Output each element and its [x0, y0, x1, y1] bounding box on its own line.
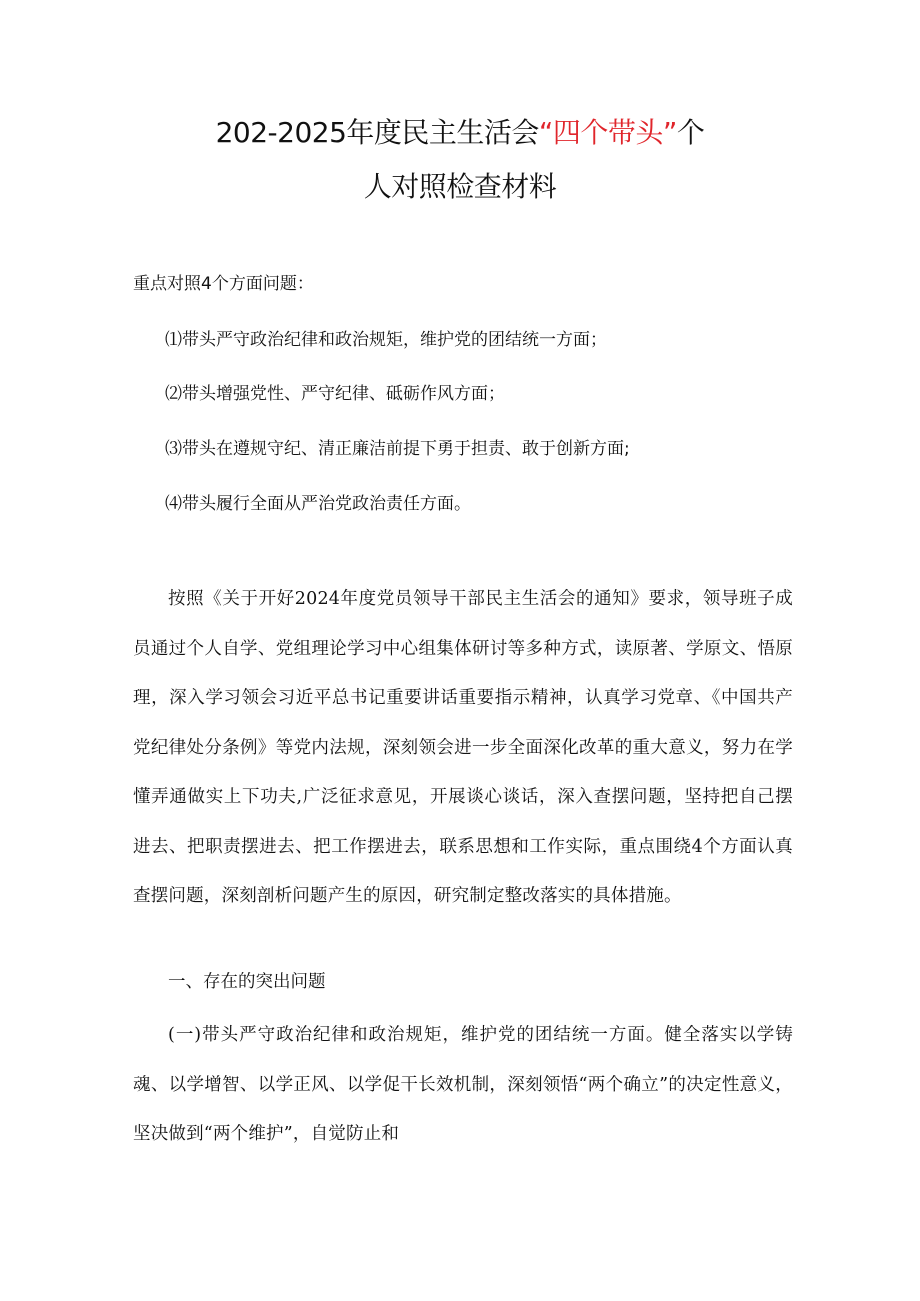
focus-item: ⑵带头增强党性、严守纪律、砥砺作风方面； [165, 384, 505, 404]
intro-paragraph: 按照《关于开好2024年度党员领导干部民主生活会的通知》要求，领导班子成员通过个人自学、党组理论学习中心组集体研讨等多种方式，读原著、学原文、悟原理，深入学习领会习近平总书记重要讲话重要指示精神，认真学习党章、《中国共产党纪律处分条例》等党内法规，深刻领会进一步全面深化改革的重大意义，努力在学懂弄通做实上下功夫,广泛征求意见，开展谈心谈话，深入查摆问题，坚持把自己摆进去、把职责摆进去、把工作摆进去，联系思想和工作实际，重点围绕4个方面认真查摆问题，深刻剖析问题产生的原因，研究制定整改落实的具体措施。 [133, 589, 793, 906]
document-title-line2: 人对照检查材料 [363, 170, 557, 203]
section-heading: 一、存在的突出问题 [168, 972, 326, 992]
title-prefix: 202-2025年度民主生活会 [215, 116, 539, 149]
subsection-paragraph: (一)带头严守政治纪律和政治规矩，维护党的团结统一方面。健全落实以学铸魂、以学增智、以学正风、以学促干长效机制，深刻领悟“两个确立”的决定性意义，坚决做到“两个维护”，自觉防止和 [133, 1025, 793, 1144]
title-highlight: “四个带头” [538, 116, 677, 149]
title-suffix: 个 [676, 116, 705, 149]
document-title-line1 [0, 116, 920, 150]
focus-item: ⑶带头在遵规守纪、清正廉洁前提下勇于担责、敢于创新方面; [165, 439, 630, 459]
focus-item: ⑷带头履行全面从严治党政治责任方面。 [165, 494, 471, 514]
focus-item: ⑴带头严守政治纪律和政治规矩，维护党的团结统一方面； [165, 330, 607, 350]
focus-intro: 重点对照4个方面问题： [133, 274, 314, 294]
